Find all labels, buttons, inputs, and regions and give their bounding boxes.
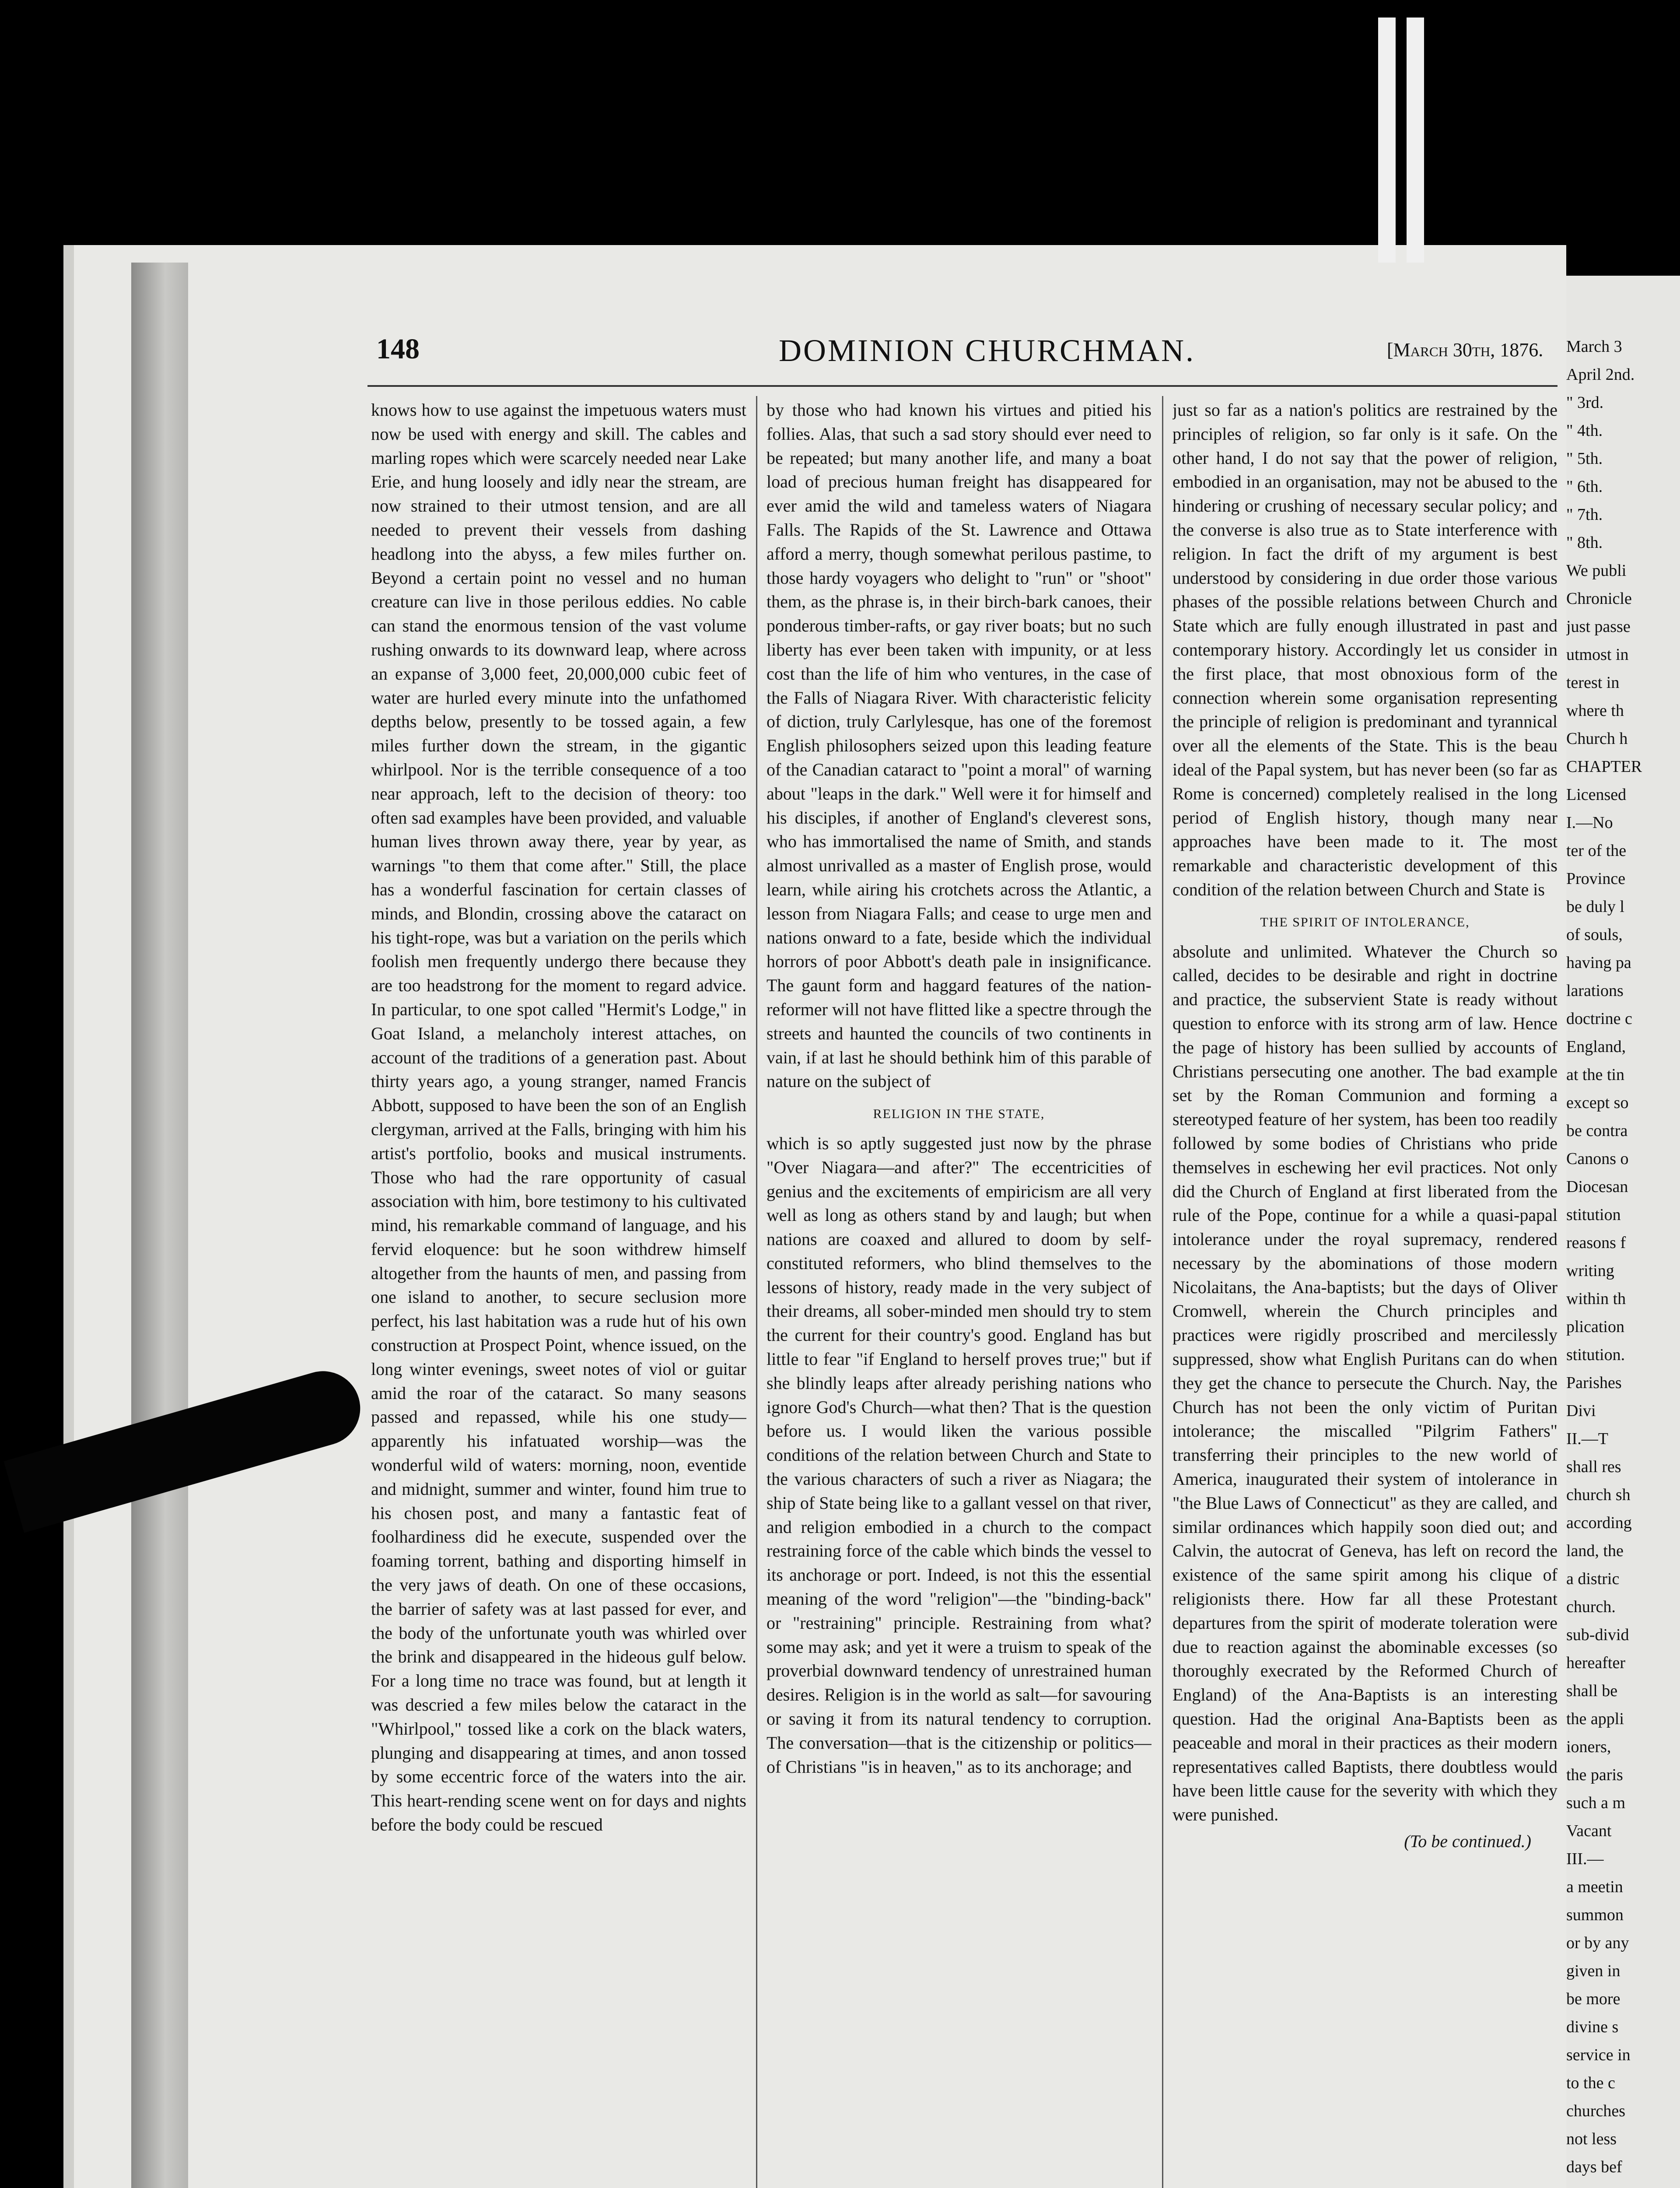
continued-note: (To be continued.) [1404, 1831, 1531, 1851]
adjacent-page-line: where th [1566, 701, 1624, 720]
adjacent-page-line: church sh [1566, 1486, 1631, 1504]
adjacent-page-line: sub-divid [1566, 1626, 1629, 1644]
adjacent-page-line: given in [1566, 1962, 1620, 1980]
adjacent-page-line: Parishes [1566, 1374, 1622, 1392]
adjacent-page-line: not less [1566, 2130, 1617, 2148]
adjacent-page-line: be more [1566, 1990, 1620, 2008]
adjacent-page-line: Licensed [1566, 785, 1627, 804]
adjacent-page-line: just passe [1566, 617, 1631, 636]
issue-date: [March 30th, 1876. [1387, 339, 1544, 361]
adjacent-page-line: Canons o [1566, 1150, 1629, 1168]
adjacent-page-line: or by any [1566, 1934, 1629, 1952]
adjacent-page-line: to the c [1566, 2074, 1615, 2092]
adjacent-page-line: We publi [1566, 561, 1627, 580]
column-paragraph: just so far as a nation's politics are restrained by the principles of religion, so far only is it safe. On the other hand, I do not say that the power of religion, embodied in an organisation, may not be abused to the hindering or crushing of necessary secular policy; and the converse is also true as to State interference with religion. In fact the drift of my argument is best understood by considering in due order those various phases of the possible relations between Church and State which are fully enough illustrated in past and contemporary history. Accordingly let us consider in the first place, that most obnoxious form of the connection wherein some organisation representing the principle of religion is predominant and tyrannical over all the elements of the State. This is the beau ideal of the Papal system, but has never been (so far as Rome is concerned) completely realised in the long period of English history, though many near approaches have been made to it. The most remarkable and characteristic development of this condition of the relation between Church and State is [1172, 400, 1558, 899]
article-column-2 [766, 398, 1152, 2188]
page-header [0, 333, 1680, 372]
adjacent-page-line: larations [1566, 982, 1624, 1000]
column-paragraph: which is so aptly suggested just now by the phrase "Over Niagara—and after?" The eccentricities of genius and the excitements of empiricism are all very well as long as others stand by and laugh; but when nations are coaxed and allured to doom by self-constituted reformers, who blind themselves to the lessons of history, ready made in the very subject of their dreams, all sober-minded men should try to stem the current for their country's good. England has but little to fear "if England to herself proves true;" but if she blindly leaps after already perishing nations who ignore God's Church—what then? That is the question before us. I would liken the various possible conditions of the relation between Church and State to the various characters of such a river as Niagara; the ship of State being like to a gallant vessel on that river, and religion embodied in a church to the compact restraining force of the cable which binds the vessel to its anchorage or port. Indeed, is not this the essential meaning of the word "religion"—the "binding-back" or "restraining" principle. Restraining from what? some may ask; and yet it were a truism to speak of the proverbial downward tendency of unrestrained human desires. Religion is in the world as salt—for savouring or saving it from its natural tendency to corruption. The conversation—that is the citizenship or politics—of Christians "is in heaven," as to its anchorage; and [766, 1133, 1152, 1777]
adjacent-page-line: CHAPTER [1566, 757, 1642, 776]
page-number: 148 [376, 333, 420, 365]
adjacent-page-line: stitution. [1566, 1346, 1625, 1364]
adjacent-page-line: land, the [1566, 1542, 1624, 1560]
adjacent-page-line: having pa [1566, 954, 1631, 972]
adjacent-page-line: " 6th. [1566, 477, 1603, 496]
adjacent-page-line: according [1566, 1514, 1632, 1532]
adjacent-page-line: days bef [1566, 2158, 1622, 2176]
adjacent-page-line: shall res [1566, 1458, 1621, 1476]
adjacent-page-line: " 7th. [1566, 505, 1603, 524]
adjacent-page-line: England, [1566, 1038, 1626, 1056]
adjacent-page-line: shall be [1566, 1682, 1618, 1700]
adjacent-page-line: Vacant [1566, 1822, 1612, 1840]
adjacent-page-line: plication [1566, 1318, 1624, 1336]
adjacent-page-line: III.— [1566, 1850, 1604, 1868]
adjacent-page-line: Diocesan [1566, 1178, 1628, 1196]
adjacent-page-line: terest in [1566, 673, 1620, 692]
article-column-3 [1172, 398, 1558, 2188]
adjacent-page-line: II.—T [1566, 1430, 1609, 1448]
adjacent-page-line: the appli [1566, 1710, 1624, 1728]
adjacent-page-line: stitution [1566, 1206, 1621, 1224]
adjacent-page-line: a meetin [1566, 1878, 1623, 1896]
adjacent-page-line: ter of the [1566, 842, 1627, 860]
adjacent-page-line: be duly l [1566, 898, 1624, 916]
registration-bar [1378, 18, 1396, 263]
adjacent-page-line: churches [1566, 2102, 1626, 2120]
column-paragraph: knows how to use against the impetuous waters must now be used with energy and skill. The cables and marling ropes which were scarcely needed near Lake Erie, and hung loosely and idly near the stream, are now strained to their utmost tension, and are all needed to prevent their vessels from dashing headlong into the abyss, a few miles further on. Beyond a certain point no vessel and no human creature can live in those perilous eddies. No cable can stand the enormous tension of the vast volume rushing onwards to its downward leap, where across an expanse of 3,000 feet, 20,000,000 cubic feet of water are hurled every minute into the unfathomed depths below, presently to be tossed again, a few miles further down the stream, in the gigantic whirlpool. Nor is the terrible consequence of a too near approach, left to the decision of theory: too often sad examples have been provided, and valuable human lives thrown away there, year by year, as warnings "to them that come after." Still, the place has a wonderful fascination for certain classes of minds, and Blondin, crossing above the cataract on his tight-rope, was but a variation on the perils which foolish men frequently undergo there because they are too headstrong for the moment to regard advice. In particular, to one spot called "Hermit's Lodge," in Goat Island, a melancholy interest attaches, on account of the traditions of a generation past. About thirty years ago, a young stranger, named Francis Abbott, supposed to have been the son of an English clergyman, arrived at the Falls, bringing with him his artist's portfolio, books and musical instruments. Those who had the rare opportunity of casual association with him, bore testimony to his cultivated mind, his remarkable command of language, and his fervid eloquence: but he soon withdrew himself altogether from the haunts of men, and passing from one island to another, to secure seclusion more perfect, his last habitation was a rude hut of his own construction at Prospect Point, whence issued, on the long winter evenings, sweet notes of viol or guitar amid the roar of the cataract. So many seasons passed and repassed, while his one study—apparently his infatuated worship—was the wonderful wild of waters: morning, noon, eventide and midnight, summer and winter, found him true to his chosen post, and many a fantastic feat of foolhardiness did he execute, suspended over the foaming torrent, bathing and disporting himself in the very jaws of death. On one of these occasions, the barrier of safety was at last passed for ever, and the body of the unfortunate youth was whirled over the brink and disappeared in the hideous gulf below. For a long time no trace was found, but at length it was descried a few miles below the cataract in the "Whirlpool," tossed like a cork on the black waters, plunging and disappearing at times, and anon tossed by some eccentric force of the waters into the air. This heart-rending scene went on for days and nights before the body could be rescued [371, 400, 746, 1835]
adjacent-page-line: writing [1566, 1262, 1614, 1280]
adjacent-page-line: Chronicle [1566, 589, 1632, 608]
adjacent-page-line: " 4th. [1566, 421, 1603, 440]
adjacent-page-line: Church h [1566, 729, 1628, 748]
adjacent-page-line: within th [1566, 1290, 1626, 1308]
adjacent-page-line: a distric [1566, 1570, 1620, 1588]
journal-title: DOMINION CHURCHMAN. [779, 333, 1196, 368]
adjacent-page-line: the paris [1566, 1766, 1623, 1784]
article-column-1 [371, 398, 746, 2188]
column-paragraph: by those who had known his virtues and pitied his follies. Alas, that such a sad story should ever need to be repeated; but many another life, and many a boat load of precious human freight has disappeared for ever amid the wild and tameless waters of Niagara Falls. The Rapids of the St. Lawrence and Ottawa afford a merry, though somewhat perilous pastime, to those hardy voyagers who delight to "run" or "shoot" them, as the phrase is, in their birch-bark canoes, their ponderous timber-rafts, or gay river boats; but no such liberty has ever been taken with impunity, or at less cost than the life of him who ventures, in the case of the Falls of Niagara River. With characteristic felicity of diction, truly Carlylesque, has one of the foremost English philosophers seized upon this leading feature of the Canadian cataract to "point a moral" of warning about "leaps in the dark." Well were it for himself and his disciples, if another of England's cleverest sons, who has immortalised the name of Smith, and stands almost unrivalled as a master of English prose, would learn, while airing his crotchets across the Atlantic, a lesson from Niagara Falls; and cease to urge men and nations onward to a fate, beside which the individual horrors of poor Abbott's death pale in insignificance. The gaunt form and haggard features of the nation-reformer will not have flitted like a spectre through the streets and haunted the councils of two continents in vain, if at last he should bethink him of this parable of nature on the subject of [766, 400, 1152, 1091]
adjacent-page-line: divine s [1566, 2018, 1619, 2036]
registration-bar [1407, 18, 1424, 263]
adjacent-page-line: " 8th. [1566, 533, 1603, 552]
adjacent-page-line: reasons f [1566, 1234, 1626, 1252]
section-heading: RELIGION IN THE STATE, [873, 1107, 1045, 1122]
adjacent-page-line: " 3rd. [1566, 393, 1604, 412]
adjacent-page-line: ioners, [1566, 1738, 1611, 1756]
column-divider [756, 396, 757, 2188]
adjacent-page-line: at the tin [1566, 1066, 1624, 1084]
header-rule [368, 385, 1558, 387]
adjacent-page-line: April 2nd. [1566, 365, 1635, 384]
adjacent-page-line: be contra [1566, 1122, 1628, 1140]
adjacent-page-line: of souls, [1566, 926, 1623, 944]
adjacent-page-line: March 3 [1566, 337, 1622, 356]
adjacent-page-line: utmost in [1566, 645, 1629, 664]
column-divider [1162, 396, 1163, 2188]
adjacent-page-line: except so [1566, 1094, 1629, 1112]
section-heading: THE SPIRIT OF INTOLERANCE, [1260, 915, 1470, 929]
adjacent-page-line: doctrine c [1566, 1010, 1632, 1028]
adjacent-page-line: hereafter [1566, 1654, 1625, 1672]
adjacent-page-line: Province [1566, 870, 1626, 888]
adjacent-page-line: " 5th. [1566, 449, 1603, 468]
column-paragraph: absolute and unlimited. Whatever the Church so called, decides to be desirable and right in doctrine and practice, the subservient State is ready without question to enforce with its strong arm of law. Hence the page of history has been sullied by accounts of Christians persecuting one another. The bad example set by the Roman Communion and forming a stereotyped feature of her system, has been too readily followed by some bodies of Christians who pride themselves in eschewing her evil practices. Not only did the Church of England at first liberated from the rule of the Pope, continue for a while a quasi-papal intolerance under the royal supremacy, rendered necessary by the abominations of those modern Nicolaitans, the Ana-baptists; but the days of Oliver Cromwell, wherein the Church principles and practices were rigidly proscribed and mercilessly suppressed, show what English Puritans can do when they get the chance to persecute the Church. Nay, the Church has not been the only victim of Puritan intolerance; the miscalled "Pilgrim Fathers" transferring their principles to the new world of America, inaugurated their system of intolerance in "the Blue Laws of Connecticut" as they are called, and similar ordinances which happily soon died out; and Calvin, the autocrat of Geneva, has left on record the existence of the same spirit among his clique of religionists there. How far all these Protestant departures from the spirit of moderate toleration were due to reaction against the abominable excesses (so thoroughly execrated by the Reformed Church of England) of the Ana-Baptists is an interesting question. Had the original Ana-Baptists been as peaceable and moral in their practices as their modern representatives called Baptists, there doubtless would have been little cause for the severity with which they were punished. [1172, 941, 1558, 1825]
adjacent-page-line: summon [1566, 1906, 1624, 1924]
adjacent-page-line: service in [1566, 2046, 1631, 2064]
page-gutter [131, 263, 188, 2188]
adjacent-page-line: such a m [1566, 1794, 1626, 1812]
adjacent-page-line: Divi [1566, 1402, 1596, 1420]
adjacent-page-line: church. [1566, 1598, 1616, 1616]
adjacent-page-fragments [1566, 333, 1680, 2188]
adjacent-page-line: I.—No [1566, 813, 1613, 832]
